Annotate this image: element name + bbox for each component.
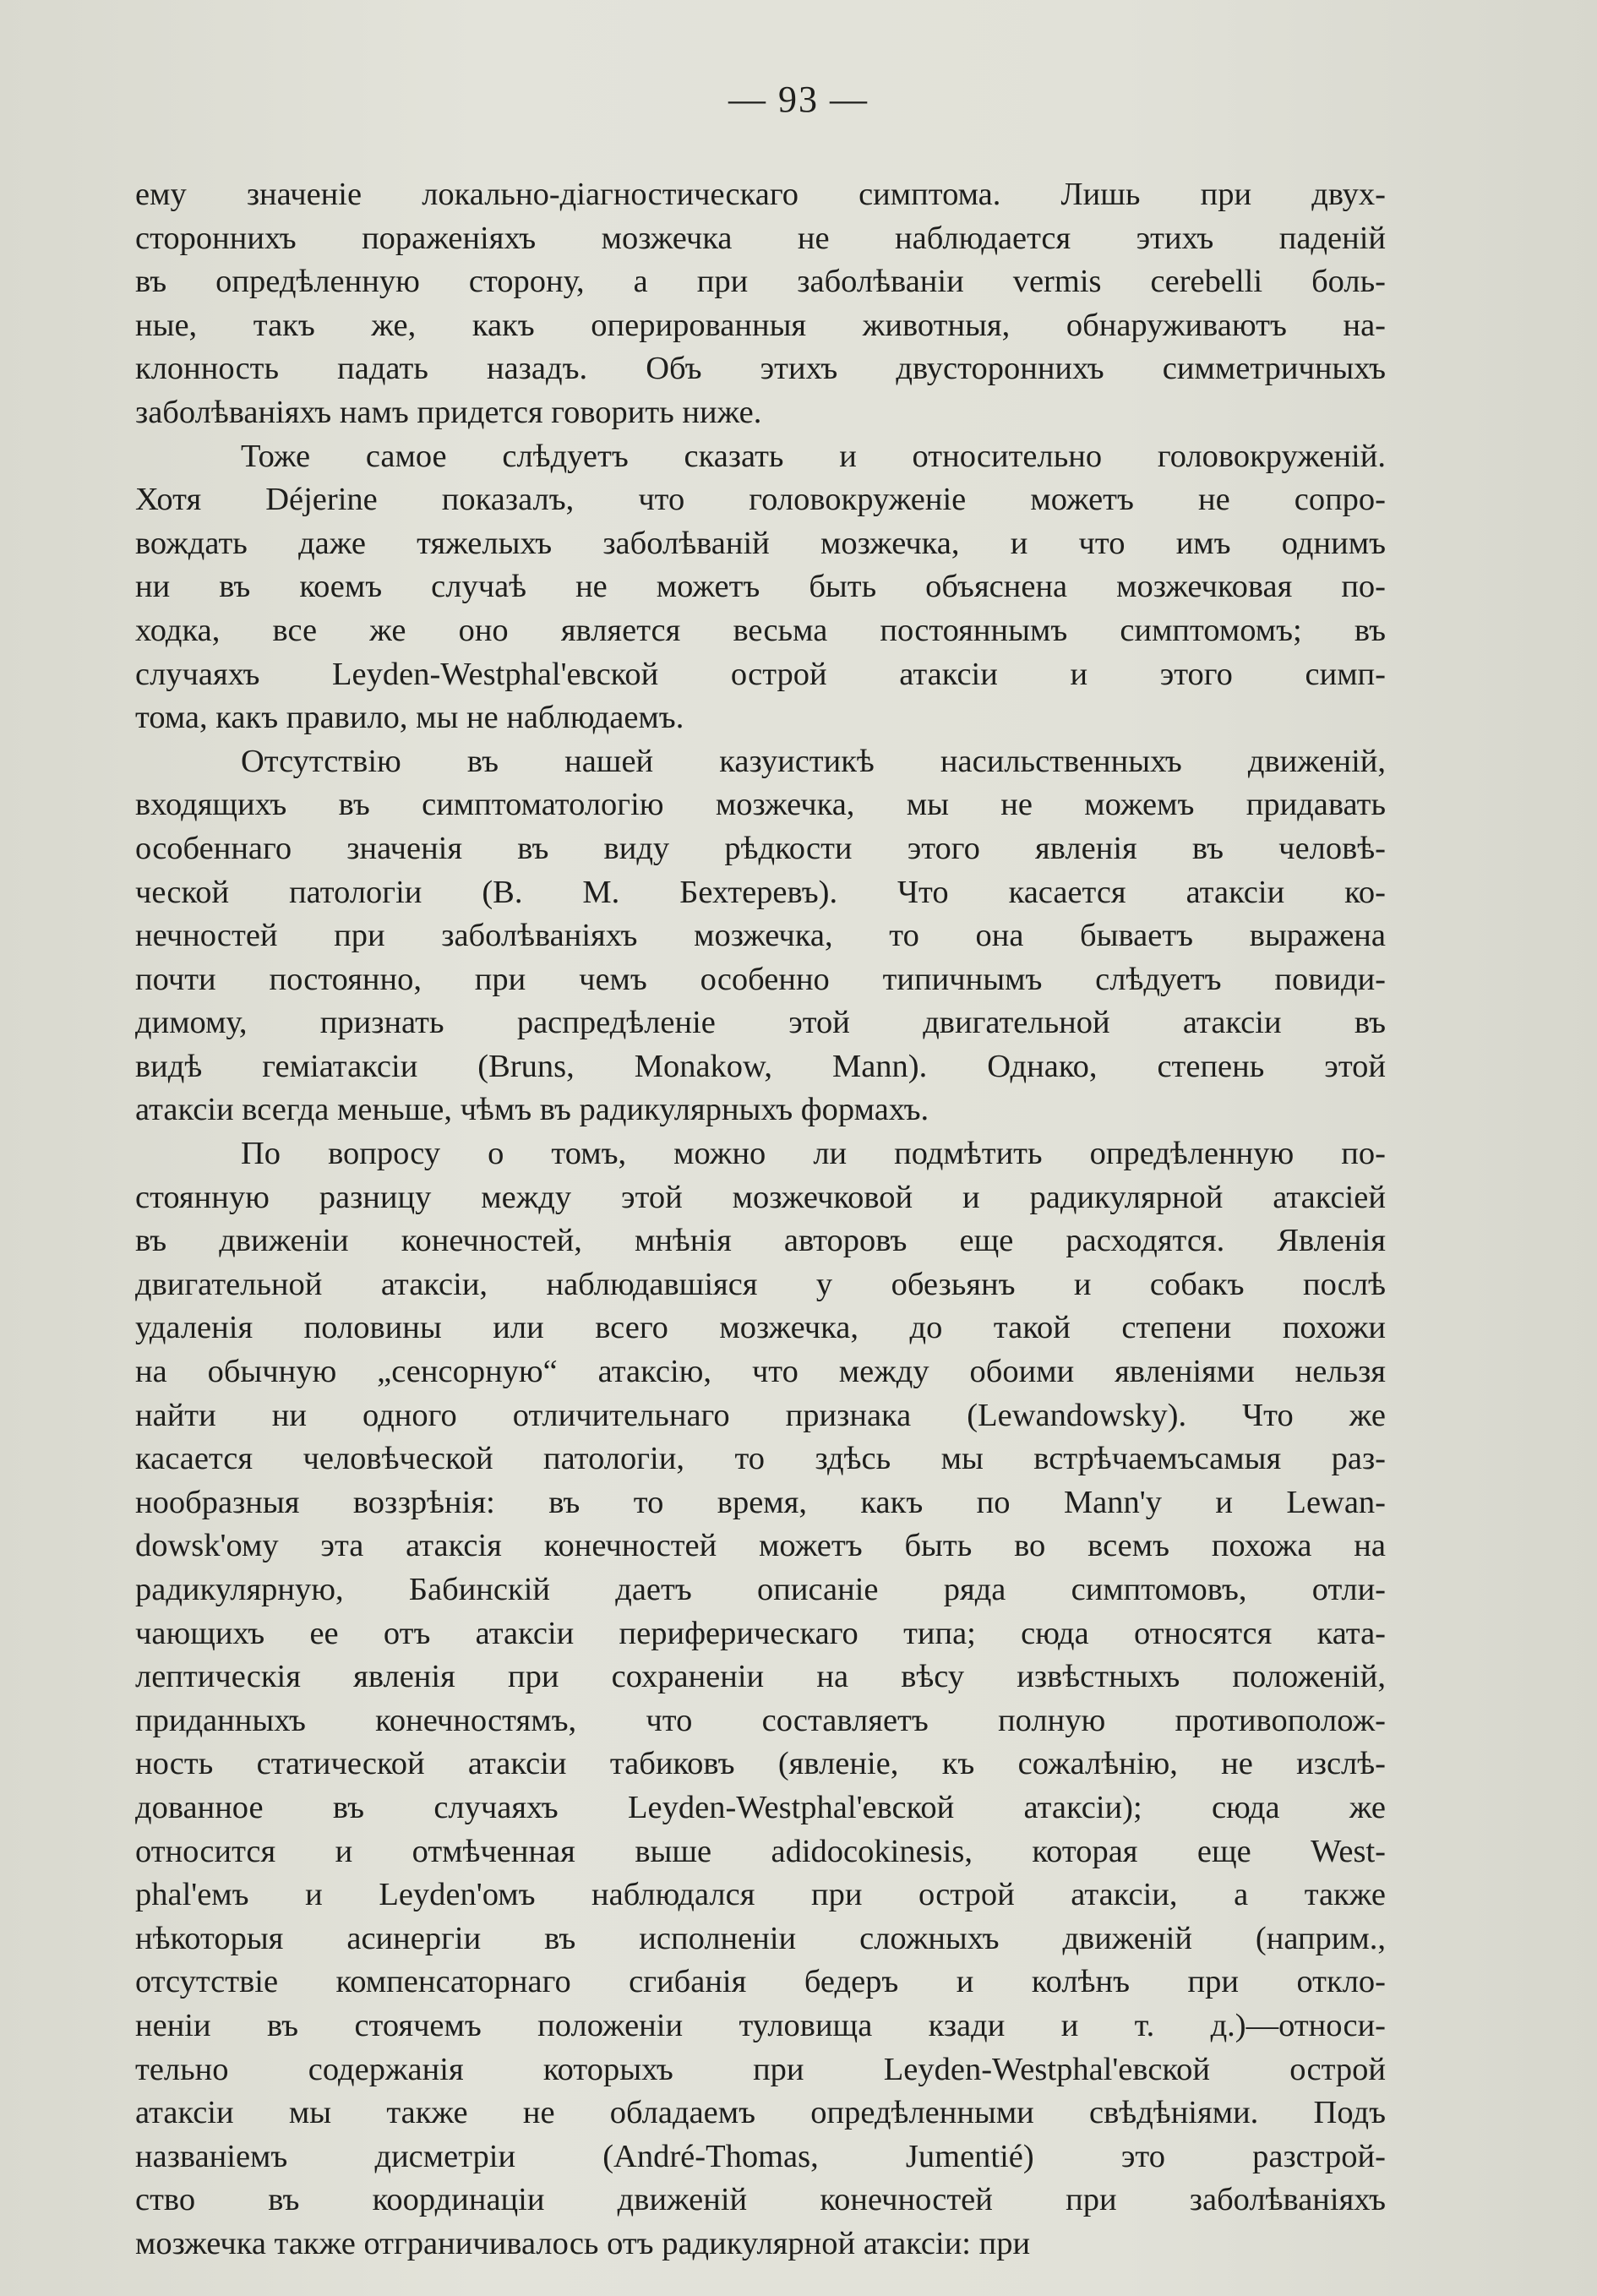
text-line: въ опредѣленную сторону, а при заболѣваніи vermis cerebelli боль- xyxy=(135,264,1386,300)
text-line: атаксіи всегда меньше, чѣмъ въ радикулярныхъ формахъ. xyxy=(135,1092,929,1128)
text-line: на обычную „сенсорную“ атаксію, что между обоими явленіями нельзя xyxy=(135,1354,1386,1390)
text-line: phal'емъ и Leyden'омъ наблюдался при острой атаксіи, а также xyxy=(135,1877,1386,1913)
text-line: нѣкоторыя асинергіи въ исполненіи сложныхъ движеній (наприм., xyxy=(135,1920,1386,1956)
text-line: ные, такъ же, какъ оперированныя животныя, обнаруживаютъ на- xyxy=(135,307,1386,343)
text-line: названіемъ дисметріи (André-Thomas, Jumentié) это разстрой- xyxy=(135,2138,1386,2174)
text-line: касается человѣческой патологіи, то здѣсь мы встрѣчаемъсамыя раз- xyxy=(135,1441,1386,1477)
text-line: относится и отмѣченная выше adidocokinesis, которая еще West- xyxy=(135,1833,1386,1869)
text-line: видѣ геміатаксіи (Bruns, Monakow, Mann). Однако, степень этой xyxy=(135,1048,1386,1084)
text-line: тома, какъ правило, мы не наблюдаемъ. xyxy=(135,700,684,736)
text-line: димому, признать распредѣленіе этой двигательной атаксіи въ xyxy=(135,1005,1386,1041)
text-line: лептическія явленія при сохраненіи на вѣсу извѣстныхъ положеній, xyxy=(135,1659,1386,1695)
text-line: стоянную разницу между этой мозжечковой и радикулярной атаксіей xyxy=(135,1179,1386,1215)
text-line: атаксіи мы также не обладаемъ опредѣленными свѣдѣніями. Подъ xyxy=(135,2095,1386,2131)
text-line: По вопросу о томъ, можно ли подмѣтить опредѣленную по- xyxy=(241,1136,1386,1172)
text-line: входящихъ въ симптоматологію мозжечка, мы не можемъ придавать xyxy=(135,787,1386,823)
text-line: заболѣваніяхъ намъ придется говорить ниже. xyxy=(135,394,762,430)
paragraph xyxy=(135,435,1386,740)
paragraph xyxy=(135,740,1386,1132)
text-line: отсутствіе компенсаторнаго сгибанія бедеръ и колѣнъ при откло- xyxy=(135,1964,1386,2000)
text-line: ему значеніе локально-діагностическаго симптома. Лишь при двух- xyxy=(135,177,1386,212)
text-line: ни въ коемъ случаѣ не можетъ быть объяснена мозжечковая по- xyxy=(135,569,1386,605)
text-line: радикулярную, Бабинскій даетъ описаніе ряда симптомовъ, отли- xyxy=(135,1572,1386,1607)
text-line: Тоже самое слѣдуетъ сказать и относительно головокруженій. xyxy=(241,438,1386,474)
text-line: найти ни одного отличительнаго признака (Lewandowsky). Что же xyxy=(135,1397,1386,1433)
text-line: Отсутствію въ нашей казуистикѣ насильственныхъ движеній, xyxy=(241,743,1386,779)
text-line: въ движеніи конечностей, мнѣнія авторовъ еще расходятся. Явленія xyxy=(135,1223,1386,1259)
text-line: ческой патологіи (В. М. Бехтеревъ). Что касается атаксіи ко- xyxy=(135,874,1386,910)
text-line: стороннихъ пораженіяхъ мозжечка не наблюдается этихъ паденій xyxy=(135,220,1386,256)
paragraph xyxy=(135,1132,1386,2266)
paragraph xyxy=(135,173,1386,435)
text-line: ность статической атаксіи табиковъ (явленіе, къ сожалѣнію, не изслѣ- xyxy=(135,1746,1386,1782)
text-line: приданныхъ конечностямъ, что составляетъ полную противополож- xyxy=(135,1702,1386,1738)
body-text xyxy=(135,173,1386,2266)
text-line: неніи въ стоячемъ положеніи туловища кзади и т. д.)—относи- xyxy=(135,2007,1386,2043)
text-line: нечностей при заболѣваніяхъ мозжечка, то она бываетъ выражена xyxy=(135,918,1386,954)
text-line: особеннаго значенія въ виду рѣдкости этого явленія въ человѣ- xyxy=(135,830,1386,866)
text-line: случаяхъ Leyden-Westphal'евской острой атаксіи и этого симп- xyxy=(135,656,1386,692)
text-line: тельно содержанія которыхъ при Leyden-Westphal'евской острой xyxy=(135,2051,1386,2087)
text-line: ходка, все же оно является весьма постояннымъ симптомомъ; въ xyxy=(135,612,1386,648)
text-line: клонность падать назадъ. Объ этихъ двустороннихъ симметричныхъ xyxy=(135,351,1386,387)
text-line: удаленія половины или всего мозжечка, до такой степени похожи xyxy=(135,1310,1386,1346)
text-line: вождать даже тяжелыхъ заболѣваній мозжечка, и что имъ однимъ xyxy=(135,525,1386,561)
text-line: ство въ координаціи движеній конечностей при заболѣваніяхъ xyxy=(135,2182,1386,2218)
text-line: дованное въ случаяхъ Leyden-Westphal'евской атаксіи); сюда же xyxy=(135,1789,1386,1825)
text-line: Хотя Déjerine показалъ, что головокруженіе можетъ не сопро- xyxy=(135,482,1386,518)
text-line: dowsk'ому эта атаксія конечностей можетъ быть во всемъ похожа на xyxy=(135,1528,1386,1564)
page-number: — 93 — xyxy=(728,79,869,120)
text-line: мозжечка также отграничивалось отъ радикулярной атаксіи: при xyxy=(135,2225,1031,2261)
text-line: нообразныя воззрѣнія: въ то время, какъ по Mann'у и Lewan- xyxy=(135,1484,1386,1520)
text-line: двигательной атаксіи, наблюдавшіяся у обезьянъ и собакъ послѣ xyxy=(135,1266,1386,1302)
text-line: чающихъ ее отъ атаксіи периферическаго типа; сюда относятся ката- xyxy=(135,1615,1386,1651)
text-line: почти постоянно, при чемъ особенно типичнымъ слѣдуетъ повиди- xyxy=(135,961,1386,997)
